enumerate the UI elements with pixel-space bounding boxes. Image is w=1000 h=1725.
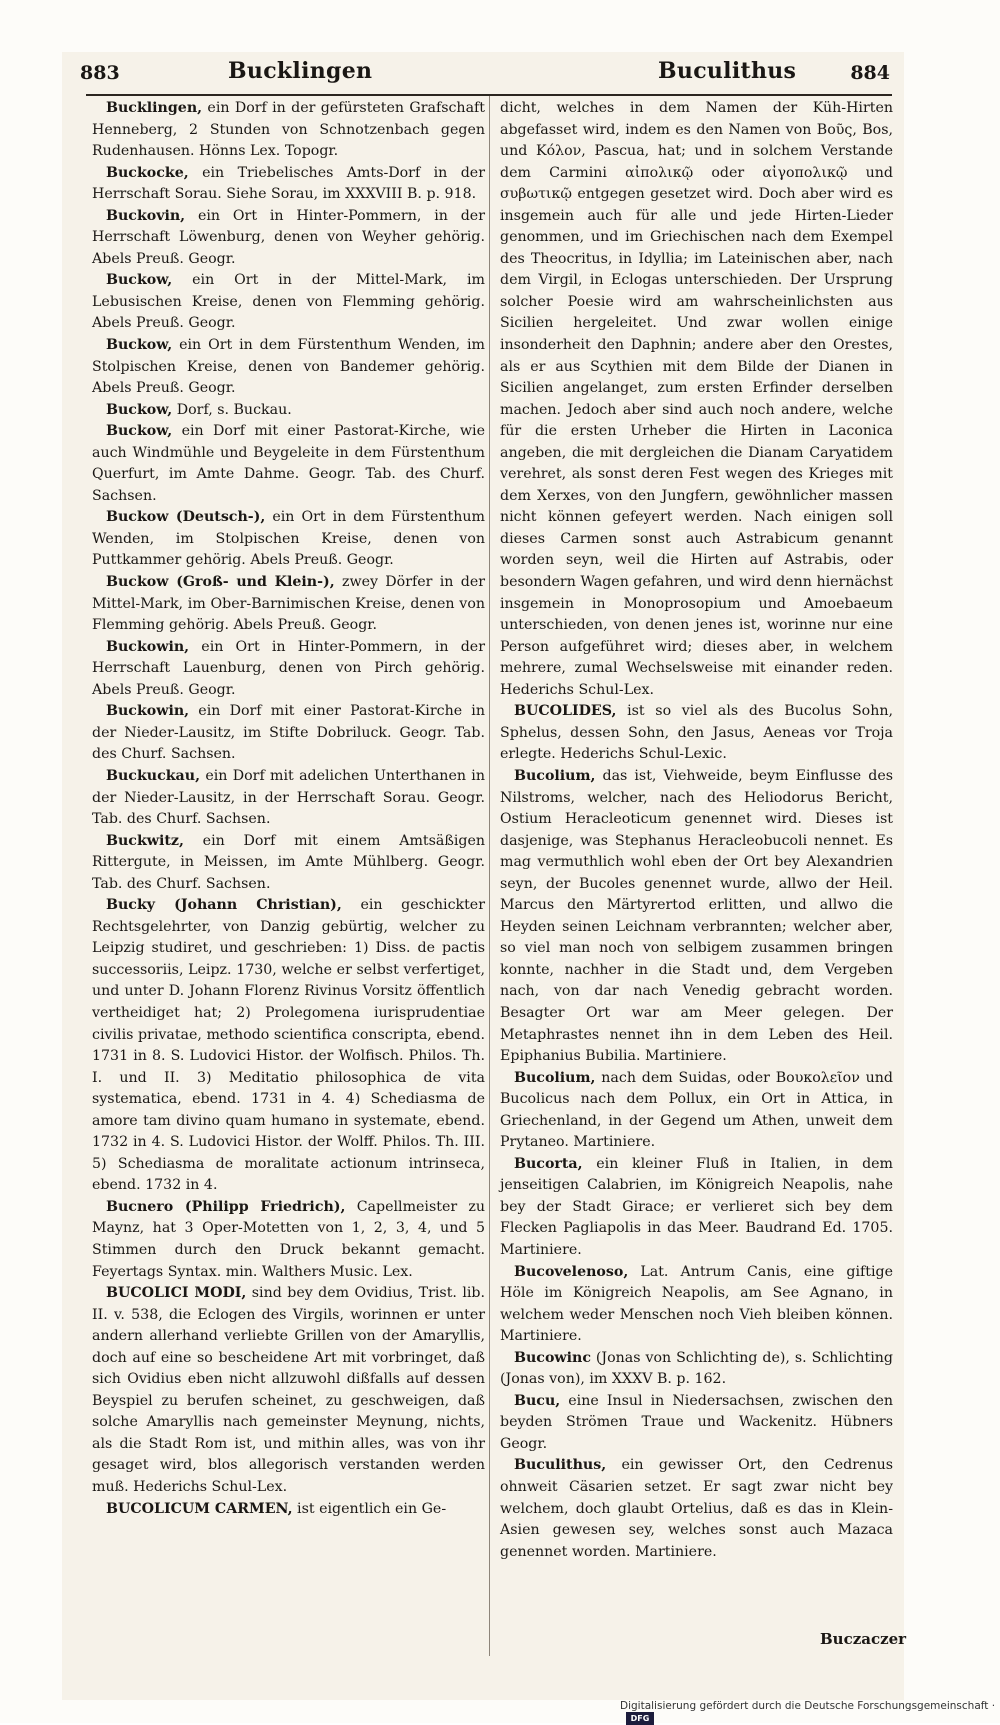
entry-text: das ist, Viehweide, beym Einflusse des Nilstroms, welcher, nach des Heliodorus Bericht, Ostium Heracleoticum genennet wird. Dieses ist dasjenige, was Stephanus Heracleobucoli nennet. Es mag vermuthlich wohl eben der Ort bey Alexandrien seyn, der Bucoles genennet wurde, allwo der Heil. Marcus den Märtyrertod erlitten, und allwo die Heyden seinen Leichnam verbrannten; welcher aber, so viel man noch von selbigem zusammen bringen konnte, nachher in die Stadt und, dem Vergeben nach, von dar nach Venedig gebracht worden. Besagter Ort war am Meer gelegen. Der Metaphrastes nennet ihn in dem Leben des Heil. Epiphanius Bubilia. Martiniere. [500, 767, 893, 1065]
dictionary-entry [92, 572, 485, 637]
running-head-right: Buculithus [658, 58, 797, 84]
entry-text: ein Dorf in der gefürsteten Grafschaft Henneberg, 2 Stunden von Schnotzenbach gegen Rudenhausen. Hönns Lex. Topogr. [92, 100, 485, 160]
left-column [92, 98, 485, 1520]
entry-text: ist eigentlich ein Ge- [292, 1500, 447, 1517]
right-column [500, 98, 893, 1563]
entry-text: sind bey dem Ovidius, Trist. lib. II. v. 538, die Eclogen des Virgils, worinnen er unter andern allerhand verliebte Grillen von der Amaryllis, doch auf eine so bescheidene Art mit vorbringet, daß sich Ovidius eben nicht allzuwohl dißfalls auf dessen Beyspiel zu berufen scheinet, zu geschweigen, daß solche Amaryllis nach gemeinster Meynung, nichts, als die Stadt Rom ist, und mithin alles, was von ihr gesaget wird, blos allegorisch verstanden werden muß. Hederichs Schul-Lex. [92, 1285, 486, 1495]
dictionary-entry [92, 766, 485, 831]
entry-text: ein Ort in Hinter-Pommern, in der Herrschaft Lauenburg, denen von Pirch gehörig. Abels Preuß. Geogr. [92, 638, 485, 698]
page-header [80, 58, 890, 94]
entry-headword: Buckwitz, [106, 832, 184, 849]
entry-headword: Buckocke, [106, 164, 189, 181]
dictionary-entry [500, 1154, 893, 1262]
entry-headword: Buckovin, [106, 207, 186, 224]
entry-headword: Bucowinc [514, 1349, 591, 1366]
entry-text: ein Dorf mit einer Pastorat-Kirche in der Nieder-Lausitz, im Stifte Dobriluck. Geogr. Tab. des Churf. Sachsen. [92, 703, 485, 763]
entry-text: ein Dorf mit adelichen Unterthanen in der Nieder-Lausitz, in der Herrschaft Sorau. Geogr. Tab. des Churf. Sachsen. [92, 767, 485, 828]
dictionary-entry [92, 637, 485, 702]
entry-text: Dorf, s. Buckau. [172, 401, 292, 418]
entry-text: ein Dorf mit einer Pastorat-Kirche, wie auch Windmühle und Beygeleite in dem Fürstenthum Querfurt, im Amte Dahme. Geogr. Tab. des Churf. Sachsen. [92, 423, 485, 504]
page-number-left: 883 [80, 62, 120, 84]
entry-headword: Buckow, [106, 272, 173, 289]
digitization-footer [620, 1700, 1000, 1723]
dictionary-entry [500, 1068, 893, 1154]
entry-text: ein Ort in dem Fürstenthum Wenden, im Stolpischen Kreise, denen von Puttkammer gehörig. Abels Preuß. Geogr. [92, 509, 485, 569]
entry-text: ein gewisser Ort, den Cedrenus ohnweit Cäsarien setzet. Er sagt zwar nicht bey welchem, doch glaubt Ortelius, daß es das in Klein-Asien gewesen sey, welches sonst auch Mazaca genennet worden. Martiniere. [500, 1457, 893, 1560]
catchword: Buczaczer [820, 1630, 907, 1648]
entry-text: ein Ort in der Mittel-Mark, im Lebusischen Kreise, denen von Flemming gehörig. Abels Preuß. Geogr. [92, 272, 485, 332]
entry-text: ein Ort in dem Fürstenthum Wenden, im Stolpischen Kreise, denen von Bandemer gehörig. Abels Preuß. Geogr. [92, 337, 485, 397]
dictionary-entry [500, 1348, 893, 1391]
dictionary-entry [92, 1197, 485, 1283]
entry-text: ein Triebelisches Amts-Dorf in der Herrschaft Sorau. Siehe Sorau, im XXXVIII B. p. 918. [92, 164, 485, 203]
entry-headword: Buckowin, [106, 703, 190, 720]
entry-headword: Buckow, [106, 337, 173, 354]
entry-text: (Jonas von Schlichting de), s. Schlichting (Jonas von), im XXXV B. p. 162. [500, 1349, 893, 1388]
dictionary-entry [500, 1391, 893, 1456]
entry-headword: Buckuckau, [106, 767, 201, 784]
dictionary-entry [92, 1283, 485, 1498]
entry-text: ein kleiner Fluß in Italien, in dem jenseitigen Calabrien, im Königreich Neapolis, nahe bey der Stadt Girace; er verlieret sich bey dem Flecken Pagliapolis in das Meer. Baudrand Ed. 1705. Martiniere. [500, 1155, 893, 1258]
entry-text: nach dem Suidas, oder Βουκολεῖον und Bucolicus nach dem Pollux, ein Ort in Attica, in Griechenland, in der Gegend um Athen, unweit dem Prytaneo. Martiniere. [500, 1069, 893, 1151]
page-number-right: 884 [850, 62, 890, 84]
entry-headword: Buckow (Groß- und Klein-), [106, 574, 335, 591]
entry-headword: Buckow, [106, 401, 173, 418]
dictionary-entry [500, 766, 893, 1068]
dictionary-entry [92, 1499, 485, 1521]
entry-headword: Bucky (Johann Christian), [106, 897, 342, 914]
entry-text: ein geschickter Rechtsgelehrter, von Danzig gebürtig, welcher zu Leipzig studiret, und geschrieben: 1) Diss. de pactis successoriis, Leipz. 1730, welche er selbst verfertiget, und unter D. Johann Florenz Rivinus Vorsitz öffentlich vertheidiget hat; 2) Prolegomena iurisprudentiae civilis privatae, methodo scientifica conscripta, ebend. 1731 in 8. S. Ludovici Histor. der Wolfisch. Philos. Th. I. und II. 3) Meditatio philosophica de vita systematica, ebend. 1731 in 4. 4) Schediasma de amore tam divino quam humano in systemate, ebend. 1732 in 4. S. Ludovici Histor. der Wolff. Philos. Th. III. 5) Schediasma de moralitate actionum intrinseca, ebend. 1732 in 4. [92, 897, 485, 1194]
entry-headword: Bucolium, [514, 767, 596, 784]
dictionary-entry [92, 335, 485, 400]
entry-headword: Buckow (Deutsch-), [106, 509, 266, 526]
entry-headword: Buculithus, [514, 1457, 607, 1474]
dictionary-entry [500, 1262, 893, 1348]
dictionary-entry [92, 163, 485, 206]
dictionary-entry [500, 1455, 893, 1563]
dictionary-entry [92, 421, 485, 507]
entry-text: Lat. Antrum Canis, eine giftige Höle im Königreich Neapolis, am See Agnano, in welchem weder Menschen noch Vieh bleiben können. Martiniere. [500, 1263, 893, 1345]
dictionary-entry [92, 895, 485, 1197]
dictionary-entry [92, 98, 485, 163]
entry-text: eine Insul in Niedersachsen, zwischen den beyden Strömen Traue und Wackenitz. Hübners Geogr. [500, 1392, 893, 1452]
entry-headword: Bucolium, [514, 1069, 596, 1086]
dictionary-entry [92, 507, 485, 572]
entry-headword: Bucu, [514, 1392, 561, 1409]
dictionary-entry [92, 831, 485, 896]
entry-headword: BUCOLIDES, [514, 703, 617, 720]
entry-text: ein Ort in Hinter-Pommern, in der Herrschaft Löwenburg, denen von Weyher gehörig. Abels Preuß. Geogr. [92, 207, 485, 267]
entry-headword: Bucorta, [514, 1155, 583, 1172]
dfg-logo: DFG [626, 1712, 654, 1725]
footer-text: Digitalisierung gefördert durch die Deutsche Forschungsgemeinschaft · [620, 1700, 996, 1712]
dictionary-entry [92, 701, 485, 766]
entry-headword: Bucklingen, [106, 100, 203, 116]
dictionary-entry [92, 400, 485, 422]
dictionary-entry [92, 270, 485, 335]
running-head-left: Bucklingen [228, 58, 373, 84]
entry-text: ist so viel als des Bucolus Sohn, Sphelus, dessen Sohn, den Jasus, Aeneas vor Troja erlegte. Hederichs Schul-Lexic. [500, 703, 893, 763]
entry-text: dicht, welches in dem Namen der Küh-Hirten abgefasset wird, indem es den Namen von Βοῦς, Bos, und Κόλον, Pascua, hat; und in solchem Verstande dem Carmini αἰπολικῷ oder αἰγοπολικῷ und συβωτικῷ entgegen gesetzet wird. Doch aber wird es insgemein auch für alle und jede Hirten-Lieder genommen, und im Griechischen nach dem Exempel des Theocritus, in Idyllia; im Lateinischen aber, nach dem Virgil, in Eclogas unterschieden. Der Ursprung solcher Poesie wird am wahrscheinlichsten aus Sicilien hergeleitet. Und zwar wollen einige insonderheit den Daphnin; andere aber den Orestes, als er aus Scythien mit dem Bilde der Dianen in Sicilien angelanget, zum ersten Erfinder derselben machen. Jedoch aber sind auch noch andere, welche für die ersten Urheber die Hirten in Laconica angeben, die mit dergleichen die Dianam Caryatidem verehret, als sonst deren Fest wegen des Krieges mit dem Xerxes, von den Jungfern, gewöhnlicher massen nicht können gefeyert werden. Nach einigen soll dieses Carmen sonst auch Astrabicum genannt worden seyn, weil die Hirten auf Astrabis, oder besondern Wagen gefahren, und wird denn hiernächst insgemein in Monoprosopium und Amoebaeum unterschieden, von denen jenes ist, worinne nur eine Person aufgeführet wird; dieses aber, in welchem mehrere, zumal Wechselsweise mit einander reden. Hederichs Schul-Lex. [500, 100, 893, 698]
entry-headword: Buckow, [106, 423, 173, 440]
dictionary-entry [500, 98, 893, 701]
entry-headword: BUCOLICI MODI, [106, 1285, 247, 1302]
entry-headword: BUCOLICUM CARMEN, [106, 1500, 293, 1517]
entry-text: ein Dorf mit einem Amtsäßigen Rittergute, in Meissen, im Amte Mühlberg. Geogr. Tab. des Churf. Sachsen. [92, 832, 485, 892]
column-divider [489, 96, 490, 1656]
dictionary-entry [500, 701, 893, 766]
entry-headword: Bucovelenoso, [514, 1263, 629, 1280]
entry-text: Capellmeister zu Maynz, hat 3 Oper-Motetten von 1, 2, 3, 4, und 5 Stimmen durch den Druck bekannt gemacht. Feyertags Syntax. min. Walthers Music. Lex. [92, 1198, 485, 1280]
dictionary-entry [92, 206, 485, 271]
entry-headword: Bucnero (Philipp Friedrich), [106, 1198, 346, 1215]
entry-text: zwey Dörfer in der Mittel-Mark, im Ober-Barnimischen Kreise, denen von Flemming gehörig. Abels Preuß. Geogr. [92, 574, 485, 634]
entry-headword: Buckowin, [106, 638, 190, 655]
